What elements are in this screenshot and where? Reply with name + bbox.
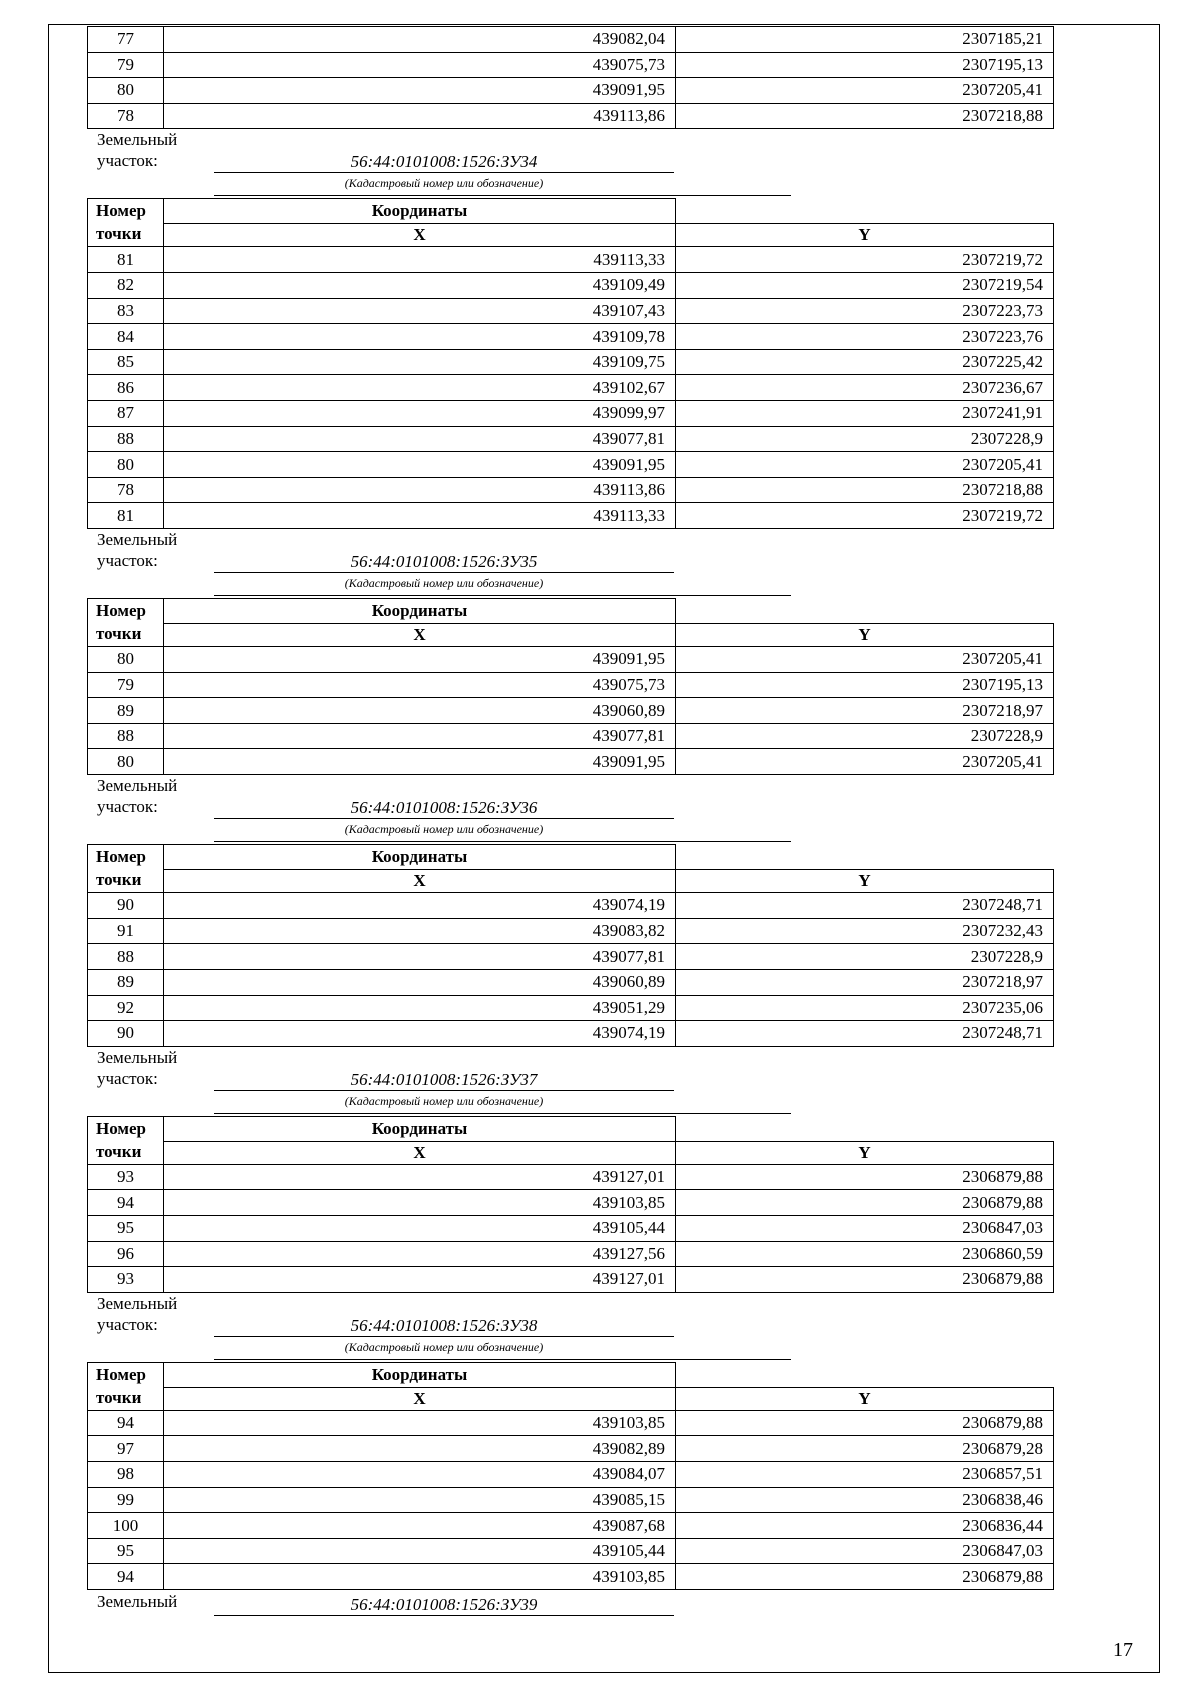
cadastral-number: 56:44:0101008:1526:ЗУ39 <box>214 1594 674 1616</box>
coordinates-table <box>87 198 1054 529</box>
x-coordinate-cell: 439091,95 <box>164 749 676 775</box>
x-coordinate-cell: 439127,56 <box>164 1241 676 1267</box>
point-number-cell: 94 <box>88 1190 164 1216</box>
header-label: точки <box>96 1141 142 1161</box>
point-number-cell: 88 <box>88 723 164 749</box>
header-row <box>88 199 1054 224</box>
parcel-label-block <box>87 129 1053 198</box>
y-coordinate-cell: 2307228,9 <box>676 944 1054 970</box>
table-row <box>88 1538 1054 1564</box>
y-coordinate-cell: 2307195,13 <box>676 672 1054 698</box>
cadastral-hint: (Кадастровый номер или обозначение) <box>344 1093 544 1108</box>
table-row <box>88 426 1054 452</box>
table-row <box>88 1216 1054 1242</box>
coordinates-table <box>87 1362 1054 1590</box>
table-row <box>88 647 1054 673</box>
table-row <box>88 52 1054 78</box>
parcel-label-line1: Земельный <box>97 1293 178 1313</box>
table-row <box>88 324 1054 350</box>
point-number-cell: 83 <box>88 298 164 324</box>
table-row <box>88 969 1054 995</box>
parcel-label-line1: Земельный <box>97 130 178 150</box>
point-number-cell: 80 <box>88 78 164 104</box>
y-coordinate-cell: 2306857,51 <box>676 1462 1054 1488</box>
y-header: Y <box>676 224 1054 247</box>
parcel-label-line1: Земельный <box>97 776 178 796</box>
y-coordinate-cell: 2306879,88 <box>676 1267 1054 1293</box>
x-coordinate-cell: 439103,85 <box>164 1564 676 1590</box>
point-number-cell: 80 <box>88 647 164 673</box>
x-coordinate-cell: 439099,97 <box>164 401 676 427</box>
parcel-label-line2: участок: <box>97 797 158 817</box>
y-coordinate-cell: 2306879,88 <box>676 1164 1054 1190</box>
table-row <box>88 503 1054 529</box>
y-coordinate-cell: 2307248,71 <box>676 1021 1054 1047</box>
x-coordinate-cell: 439060,89 <box>164 969 676 995</box>
x-coordinate-cell: 439113,33 <box>164 247 676 273</box>
x-coordinate-cell: 439109,75 <box>164 349 676 375</box>
header-row <box>88 624 1054 647</box>
point-number-cell: 99 <box>88 1487 164 1513</box>
point-number-cell: 77 <box>88 27 164 53</box>
point-number-cell: 93 <box>88 1267 164 1293</box>
x-coordinate-cell: 439107,43 <box>164 298 676 324</box>
parcel-label-line2: участок: <box>97 1314 158 1334</box>
header-label: точки <box>96 870 142 890</box>
y-header: Y <box>676 1387 1054 1410</box>
point-number-cell: 80 <box>88 452 164 478</box>
header-label: Номер <box>96 601 146 620</box>
point-number-cell: 81 <box>88 247 164 273</box>
header-row <box>88 1141 1054 1164</box>
x-header: X <box>164 224 676 247</box>
point-number-cell: 94 <box>88 1564 164 1590</box>
table-row <box>88 1410 1054 1436</box>
point-number-cell: 78 <box>88 477 164 503</box>
parcel-label-block <box>87 1047 1053 1116</box>
page-number: 17 <box>1113 1639 1133 1661</box>
x-coordinate-cell: 439113,86 <box>164 477 676 503</box>
y-coordinate-cell: 2307185,21 <box>676 27 1054 53</box>
document-content <box>87 26 1053 1630</box>
point-number-cell: 85 <box>88 349 164 375</box>
table-row <box>88 298 1054 324</box>
table-row <box>88 749 1054 775</box>
parcel-label-line2: участок: <box>97 551 158 570</box>
y-coordinate-cell: 2307228,9 <box>676 723 1054 749</box>
x-coordinate-cell: 439082,04 <box>164 27 676 53</box>
y-coordinate-cell: 2307248,71 <box>676 893 1054 919</box>
y-coordinate-cell: 2307241,91 <box>676 401 1054 427</box>
x-coordinate-cell: 439074,19 <box>164 893 676 919</box>
x-coordinate-cell: 439091,95 <box>164 647 676 673</box>
header-row <box>88 224 1054 247</box>
header-label: Номер <box>96 1364 146 1384</box>
cadastral-hint: (Кадастровый номер или обозначение) <box>344 576 544 590</box>
point-number-cell: 84 <box>88 324 164 350</box>
table-row <box>88 672 1054 698</box>
x-coordinate-cell: 439103,85 <box>164 1190 676 1216</box>
point-number-cell: 100 <box>88 1513 164 1539</box>
table-row <box>88 375 1054 401</box>
header-row <box>88 870 1054 893</box>
point-number-cell: 79 <box>88 672 164 698</box>
table-row <box>88 893 1054 919</box>
x-coordinate-cell: 439082,89 <box>164 1436 676 1462</box>
x-coordinate-cell: 439113,86 <box>164 103 676 129</box>
cadastral-hint: (Кадастровый номер или обозначение) <box>344 822 544 837</box>
x-coordinate-cell: 439083,82 <box>164 918 676 944</box>
y-coordinate-cell: 2307195,13 <box>676 52 1054 78</box>
y-coordinate-cell: 2307232,43 <box>676 918 1054 944</box>
separator-line <box>214 841 791 842</box>
table-row <box>88 918 1054 944</box>
point-number-cell: 95 <box>88 1538 164 1564</box>
x-coordinate-cell: 439074,19 <box>164 1021 676 1047</box>
point-number-cell: 92 <box>88 995 164 1021</box>
x-coordinate-cell: 439127,01 <box>164 1164 676 1190</box>
y-coordinate-cell: 2307205,41 <box>676 452 1054 478</box>
parcel-label-block <box>87 775 1053 844</box>
x-coordinate-cell: 439105,44 <box>164 1538 676 1564</box>
y-coordinate-cell: 2306879,28 <box>676 1436 1054 1462</box>
point-number-cell: 89 <box>88 698 164 724</box>
table-row <box>88 698 1054 724</box>
header-blank <box>676 199 1054 224</box>
y-coordinate-cell: 2306847,03 <box>676 1216 1054 1242</box>
point-number-cell: 93 <box>88 1164 164 1190</box>
coordinates-header: Координаты <box>164 1116 676 1141</box>
header-blank <box>676 1116 1054 1141</box>
table-row <box>88 1487 1054 1513</box>
header-row <box>88 845 1054 870</box>
y-coordinate-cell: 2307228,9 <box>676 426 1054 452</box>
table-row <box>88 1564 1054 1590</box>
y-coordinate-cell: 2307235,06 <box>676 995 1054 1021</box>
coordinates-table <box>87 598 1054 775</box>
header-blank <box>676 599 1054 624</box>
table-row <box>88 27 1054 53</box>
y-coordinate-cell: 2306879,88 <box>676 1410 1054 1436</box>
y-coordinate-cell: 2307218,88 <box>676 103 1054 129</box>
y-coordinate-cell: 2307223,73 <box>676 298 1054 324</box>
point-number-cell: 90 <box>88 893 164 919</box>
x-header: X <box>164 870 676 893</box>
table-row <box>88 1190 1054 1216</box>
table-row <box>88 944 1054 970</box>
x-coordinate-cell: 439085,15 <box>164 1487 676 1513</box>
table-row <box>88 1021 1054 1047</box>
point-number-cell: 87 <box>88 401 164 427</box>
y-coordinate-cell: 2307225,42 <box>676 349 1054 375</box>
y-header: Y <box>676 624 1054 647</box>
table-row <box>88 1462 1054 1488</box>
table-row <box>88 273 1054 299</box>
header-row <box>88 1116 1054 1141</box>
cadastral-number: 56:44:0101008:1526:ЗУ34 <box>214 151 674 173</box>
header-blank <box>676 845 1054 870</box>
x-coordinate-cell: 439077,81 <box>164 723 676 749</box>
header-row <box>88 599 1054 624</box>
point-number-cell: 78 <box>88 103 164 129</box>
header-label: точки <box>96 1387 142 1407</box>
point-number-header <box>88 599 164 647</box>
parcel-label-line1: Земельный <box>97 530 178 549</box>
y-coordinate-cell: 2306836,44 <box>676 1513 1054 1539</box>
x-coordinate-cell: 439060,89 <box>164 698 676 724</box>
coordinates-header: Координаты <box>164 199 676 224</box>
cadastral-number: 56:44:0101008:1526:ЗУ35 <box>214 551 674 573</box>
header-label: Номер <box>96 1118 146 1138</box>
point-number-cell: 86 <box>88 375 164 401</box>
parcel-label-block <box>87 1590 1053 1630</box>
table-row <box>88 247 1054 273</box>
table-row <box>88 1267 1054 1293</box>
table-row <box>88 1436 1054 1462</box>
table-row <box>88 1241 1054 1267</box>
y-coordinate-cell: 2306879,88 <box>676 1564 1054 1590</box>
y-coordinate-cell: 2307218,97 <box>676 969 1054 995</box>
header-label: Номер <box>96 847 146 867</box>
y-coordinate-cell: 2306860,59 <box>676 1241 1054 1267</box>
x-coordinate-cell: 439075,73 <box>164 52 676 78</box>
table-row <box>88 995 1054 1021</box>
point-number-cell: 97 <box>88 1436 164 1462</box>
header-row <box>88 1387 1054 1410</box>
table-row <box>88 477 1054 503</box>
header-label: точки <box>96 624 142 643</box>
x-coordinate-cell: 439127,01 <box>164 1267 676 1293</box>
separator-line <box>214 1359 791 1360</box>
point-number-cell: 90 <box>88 1021 164 1047</box>
cadastral-hint: (Кадастровый номер или обозначение) <box>344 176 544 191</box>
x-coordinate-cell: 439075,73 <box>164 672 676 698</box>
parcel-label-line2: участок: <box>97 1068 158 1088</box>
cadastral-number: 56:44:0101008:1526:ЗУ38 <box>214 1315 674 1337</box>
point-number-cell: 88 <box>88 426 164 452</box>
y-coordinate-cell: 2306879,88 <box>676 1190 1054 1216</box>
table-row <box>88 452 1054 478</box>
x-coordinate-cell: 439109,49 <box>164 273 676 299</box>
header-blank <box>676 1362 1054 1387</box>
y-coordinate-cell: 2307219,72 <box>676 247 1054 273</box>
point-number-cell: 82 <box>88 273 164 299</box>
separator-line <box>214 595 791 596</box>
table-row <box>88 78 1054 104</box>
x-coordinate-cell: 439077,81 <box>164 944 676 970</box>
parcel-label-block <box>87 1293 1053 1362</box>
point-number-cell: 94 <box>88 1410 164 1436</box>
separator-line <box>214 195 791 196</box>
point-number-cell: 91 <box>88 918 164 944</box>
y-coordinate-cell: 2307223,76 <box>676 324 1054 350</box>
x-coordinate-cell: 439051,29 <box>164 995 676 1021</box>
table-row <box>88 723 1054 749</box>
x-coordinate-cell: 439084,07 <box>164 1462 676 1488</box>
parcel-label-line1: Земельный <box>97 1592 178 1612</box>
point-number-cell: 79 <box>88 52 164 78</box>
y-coordinate-cell: 2306847,03 <box>676 1538 1054 1564</box>
x-coordinate-cell: 439091,95 <box>164 452 676 478</box>
y-coordinate-cell: 2307205,41 <box>676 647 1054 673</box>
point-number-header <box>88 1116 164 1164</box>
table-row <box>88 103 1054 129</box>
separator-line <box>214 1113 791 1114</box>
point-number-cell: 89 <box>88 969 164 995</box>
y-coordinate-cell: 2307205,41 <box>676 78 1054 104</box>
y-coordinate-cell: 2307219,72 <box>676 503 1054 529</box>
cadastral-hint: (Кадастровый номер или обозначение) <box>344 1339 544 1354</box>
point-number-cell: 81 <box>88 503 164 529</box>
header-row <box>88 1362 1054 1387</box>
cadastral-number: 56:44:0101008:1526:ЗУ36 <box>214 797 674 819</box>
x-coordinate-cell: 439102,67 <box>164 375 676 401</box>
coordinates-header: Координаты <box>164 599 676 624</box>
coordinates-header: Координаты <box>164 845 676 870</box>
x-coordinate-cell: 439077,81 <box>164 426 676 452</box>
parcel-label-block <box>87 529 1053 598</box>
y-coordinate-cell: 2307236,67 <box>676 375 1054 401</box>
x-coordinate-cell: 439113,33 <box>164 503 676 529</box>
table-row <box>88 1513 1054 1539</box>
x-header: X <box>164 1387 676 1410</box>
cadastral-number: 56:44:0101008:1526:ЗУ37 <box>214 1069 674 1091</box>
coordinates-table <box>87 844 1054 1047</box>
x-header: X <box>164 624 676 647</box>
point-number-header <box>88 845 164 893</box>
table-row <box>88 349 1054 375</box>
point-number-cell: 88 <box>88 944 164 970</box>
point-number-header <box>88 199 164 247</box>
x-header: X <box>164 1141 676 1164</box>
x-coordinate-cell: 439087,68 <box>164 1513 676 1539</box>
y-coordinate-cell: 2307219,54 <box>676 273 1054 299</box>
coordinates-table-continued <box>87 26 1054 129</box>
header-label: точки <box>96 224 142 244</box>
header-label: Номер <box>96 201 146 221</box>
x-coordinate-cell: 439105,44 <box>164 1216 676 1242</box>
table-row <box>88 1164 1054 1190</box>
y-coordinate-cell: 2307218,88 <box>676 477 1054 503</box>
x-coordinate-cell: 439103,85 <box>164 1410 676 1436</box>
point-number-cell: 80 <box>88 749 164 775</box>
point-number-cell: 95 <box>88 1216 164 1242</box>
coordinates-header: Координаты <box>164 1362 676 1387</box>
coordinates-table <box>87 1116 1054 1293</box>
point-number-cell: 98 <box>88 1462 164 1488</box>
y-coordinate-cell: 2307218,97 <box>676 698 1054 724</box>
y-header: Y <box>676 870 1054 893</box>
y-header: Y <box>676 1141 1054 1164</box>
point-number-cell: 96 <box>88 1241 164 1267</box>
x-coordinate-cell: 439091,95 <box>164 78 676 104</box>
y-coordinate-cell: 2306838,46 <box>676 1487 1054 1513</box>
x-coordinate-cell: 439109,78 <box>164 324 676 350</box>
table-row <box>88 401 1054 427</box>
parcel-label-line2: участок: <box>97 151 158 171</box>
y-coordinate-cell: 2307205,41 <box>676 749 1054 775</box>
point-number-header <box>88 1362 164 1410</box>
parcel-label-line1: Земельный <box>97 1047 178 1067</box>
